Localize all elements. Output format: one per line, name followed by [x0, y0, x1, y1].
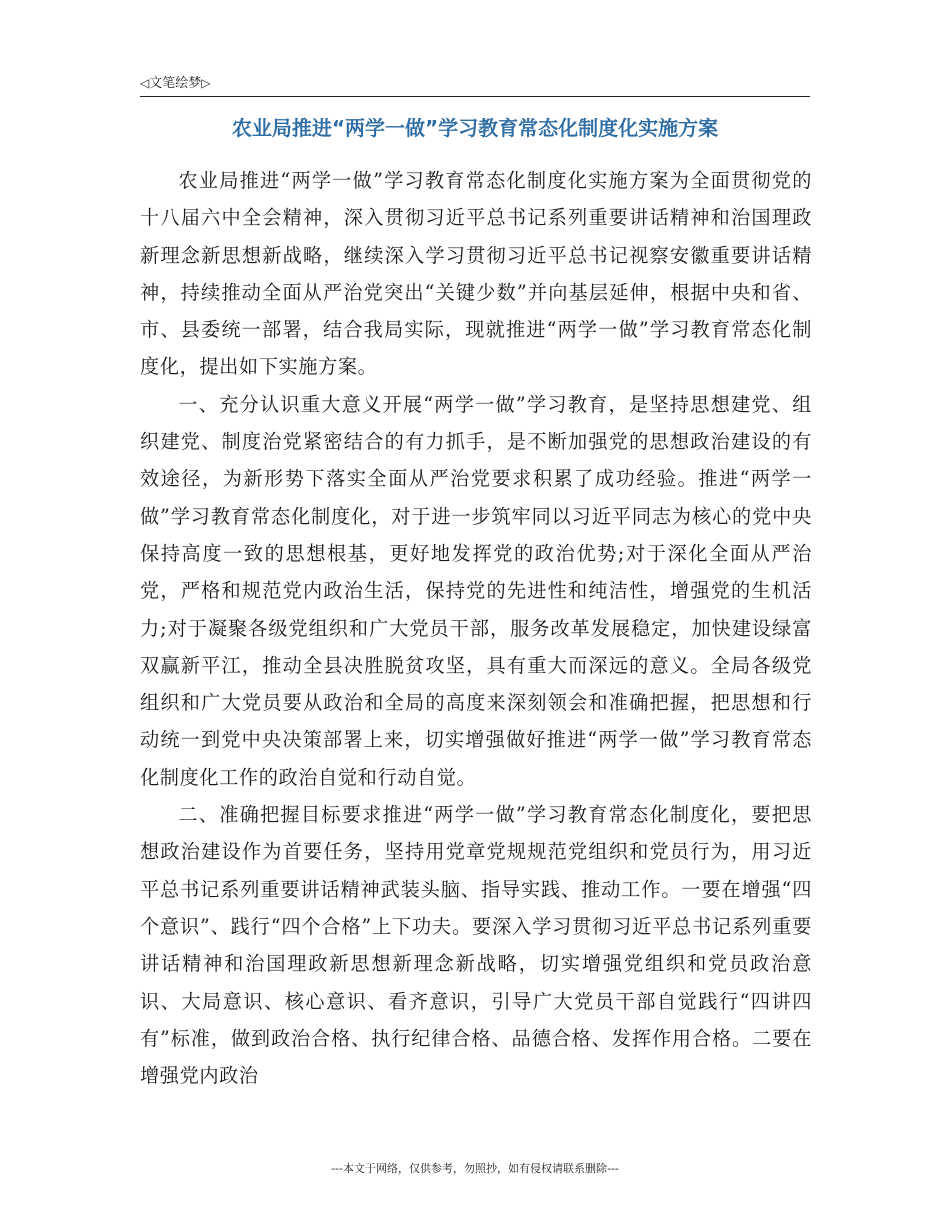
header-brand-text: 文笔绘梦 [149, 76, 202, 91]
header-brand [140, 74, 210, 93]
page-header [140, 72, 810, 97]
document-body [140, 162, 812, 1094]
paragraph-intro: 农业局推进“两学一做”学习教育常态化制度化实施方案为全面贯彻党的十八届六中全会精神，深入贯彻习近平总书记系列重要讲话精神和治国理政新理念新思想新战略，继续深入学习贯彻习近平总书记视察安徽重要讲话精神，持续推动全面从严治党突出“关键少数”并向基层延伸，根据中央和省、市、县委统一部署，结合我局实际，现就推进“两学一做”学习教育常态化制度化，提出如下实施方案。 [140, 169, 812, 379]
left-triangle-icon: ◁ [140, 76, 150, 90]
right-triangle-icon: ▷ [201, 76, 211, 90]
footer-disclaimer: ---本文于网络，仅供参考，勿照抄，如有侵权请联系删除--- [331, 1162, 619, 1175]
paragraph-section-2: 二、准确把握目标要求推进“两学一做”学习教育常态化制度化，要把思想政治建设作为首要任务，坚持用党章党规规范党组织和党员行为，用习近平总书记系列重要讲话精神武装头脑、指导实践、推动工作。一要在增强“四个意识”、践行“四个合格”上下功夫。要深入学习贯彻习近平总书记系列重要讲话精神和治国理政新思想新理念新战略，切实增强党组织和党员政治意识、大局意识、核心意识、看齐意识，引导广大党员干部自觉践行“四讲四有”标准，做到政治合格、执行纪律合格、品德合格、发挥作用合格。二要在增强党内政治 [140, 803, 812, 1088]
paragraph-section-1: 一、充分认识重大意义开展“两学一做”学习教育，是坚持思想建党、组织建党、制度治党紧密结合的有力抓手，是不断加强党的思想政治建设的有效途径，为新形势下落实全面从严治党要求积累了成功经验。推进“两学一做”学习教育常态化制度化，对于进一步筑牢同以习近平同志为核心的党中央保持高度一致的思想根基，更好地发挥党的政治优势;对于深化全面从严治党，严格和规范党内政治生活，保持党的先进性和纯洁性，增强党的生机活力;对于凝聚各级党组织和广大党员干部，服务改革发展稳定，加快建设绿富双赢新平江，推动全县决胜脱贫攻坚，具有重大而深远的意义。全局各级党组织和广大党员要从政治和全局的高度来深刻领会和准确把握，把思想和行动统一到党中央决策部署上来，切实增强做好推进“两学一做”学习教育常态化制度化工作的政治自觉和行动自觉。 [140, 392, 812, 789]
document-title: 农业局推进“两学一做”学习教育常态化制度化实施方案 [231, 116, 719, 140]
